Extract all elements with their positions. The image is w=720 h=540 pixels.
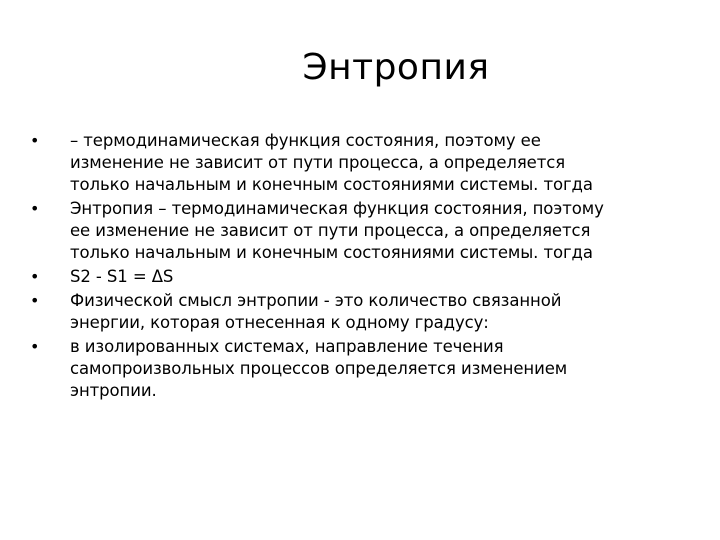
- bullet-marker: •: [30, 199, 40, 218]
- slide-title: Энтропия: [302, 47, 490, 88]
- bullet-marker: •: [30, 337, 40, 356]
- bullet-text: в изолированных системах, направление течения самопроизвольных процессов определяется изменением энтропии.: [70, 337, 568, 400]
- bullet-item: [30, 198, 690, 264]
- bullet-marker: •: [30, 131, 40, 150]
- bullet-item: [30, 290, 690, 334]
- bullet-text: S2 - S1 = ΔS: [70, 267, 174, 286]
- bullet-marker: •: [30, 267, 40, 286]
- bullet-text: Физической смысл энтропии - это количество связанной энергии, которая отнесенная к одному градусу:: [70, 291, 562, 332]
- bullet-text: Энтропия – термодинамическая функция состояния, поэтому ее изменение не зависит от пути процесса, а определяется только начальным и конечным состояниями системы. тогда: [70, 199, 604, 262]
- bullet-marker: •: [30, 291, 40, 310]
- bullet-item: [30, 130, 690, 196]
- bullet-text: – термодинамическая функция состояния, поэтому ее изменение не зависит от пути процесса, а определяется только начальным и конечным состояниями системы. тогда: [70, 131, 593, 194]
- bullet-item: [30, 266, 690, 288]
- bullet-item: [30, 336, 690, 402]
- bullet-list: [30, 130, 690, 404]
